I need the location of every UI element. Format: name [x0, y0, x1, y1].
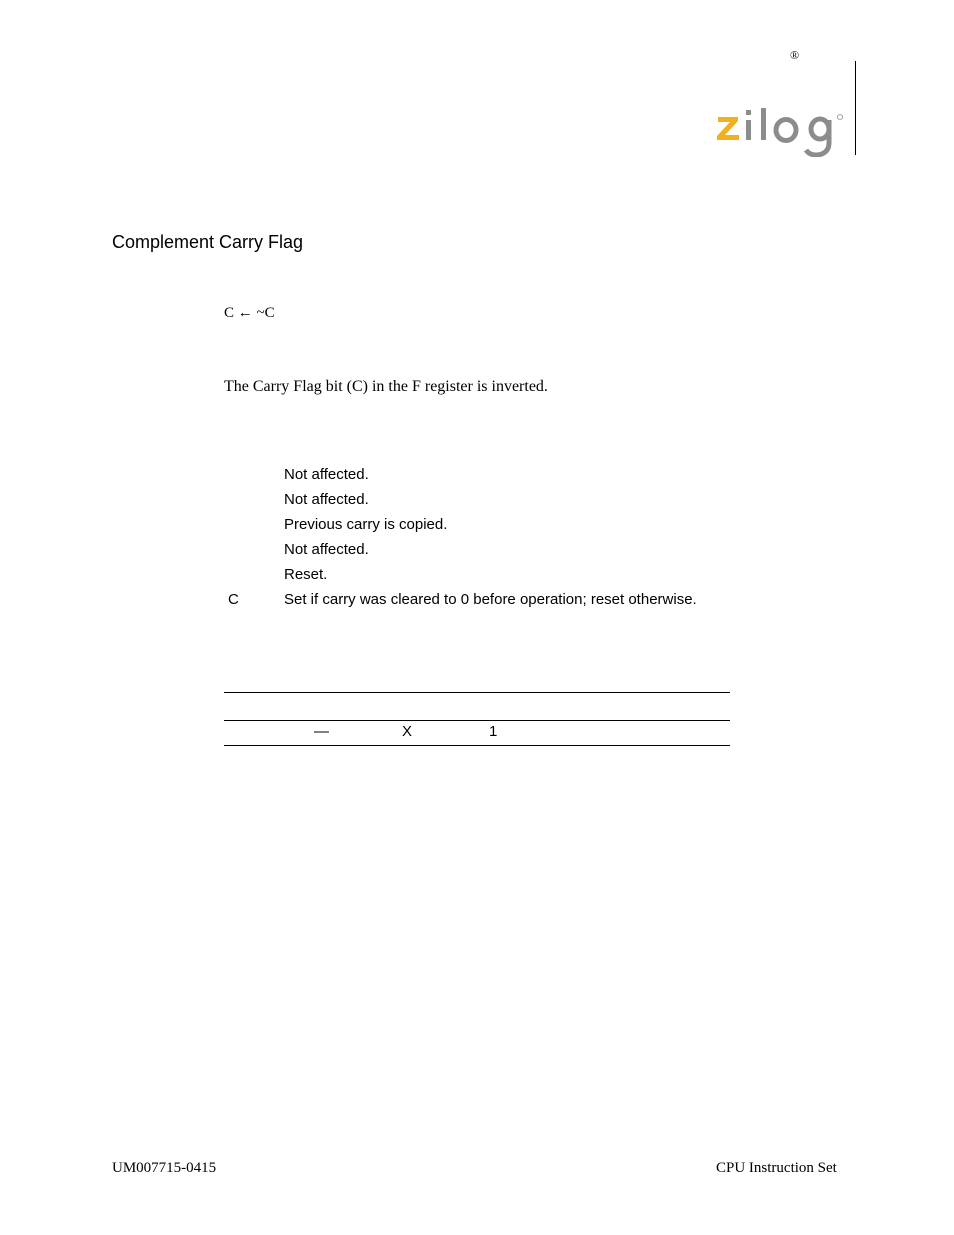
table-cell: X — [402, 723, 413, 740]
section-title: Complement Carry Flag — [112, 232, 304, 252]
header-divider — [855, 61, 856, 155]
flag-description: Not affected. — [284, 466, 369, 483]
table-cell: — — [314, 723, 329, 740]
footer-doc-id: UM007715-0415 — [112, 1160, 217, 1176]
footer-section-name: CPU Instruction Set — [716, 1160, 837, 1176]
description-text: The Carry Flag bit (C) in the F register is inverted. — [224, 378, 548, 395]
flag-description: Not affected. — [284, 491, 369, 508]
registered-mark: ® — [790, 48, 800, 62]
flag-description: Previous carry is copied. — [284, 516, 448, 533]
operation-formula: C ← ~C — [224, 305, 275, 321]
table-bottom-rule — [224, 745, 730, 746]
flag-name: C — [228, 591, 239, 608]
flag-description: Reset. — [284, 566, 328, 583]
flag-description: Set if carry was cleared to 0 before operation; reset otherwise. — [284, 591, 697, 608]
zilog-logo — [714, 105, 844, 157]
table-header-rule — [224, 720, 730, 721]
flag-description: Not affected. — [284, 541, 369, 558]
table-top-rule — [224, 692, 730, 693]
table-cell: 1 — [489, 723, 498, 740]
